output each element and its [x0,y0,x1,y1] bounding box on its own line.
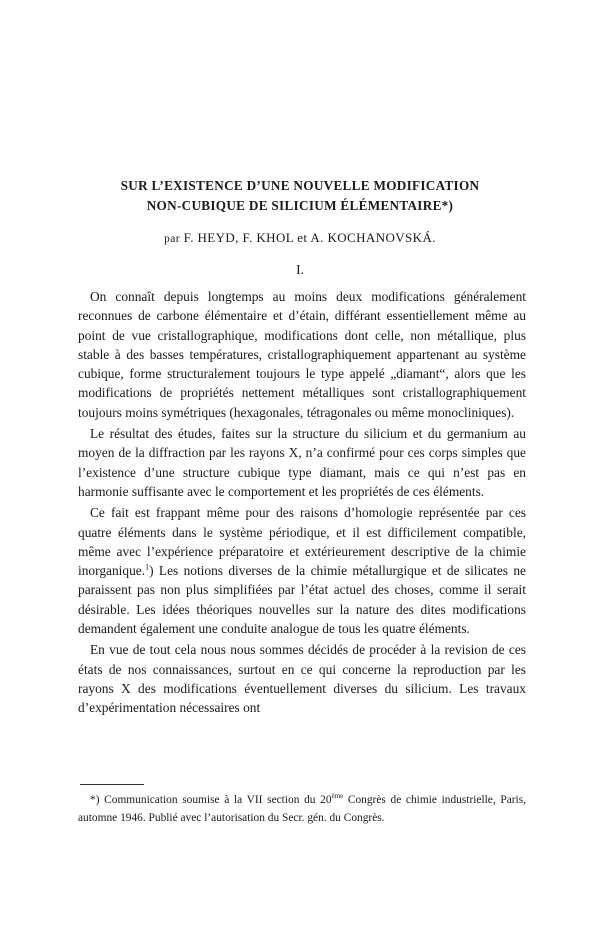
paragraph-1: On connaît depuis longtemps au moins deux modifications généralement reconnues de carbone élémentaire et d’étain, différant essentiellement même au point de vue cristallographique, modifications dont celle, non métallique, plus stable à des basses températures, cristallographiquement appartenant au système cubique, forme structuralement toujours le type appelé „diamant“, alors que les modifications de propriétés nettement métalliques sont cristallographiquement toujours moins symétriques (hexagonales, tétragonales ou même monocliniques). [78,289,526,420]
footnote: *) Communication soumise à la VII section du 20ème Congrès de chimie industrielle, Paris, automne 1946. Publié avec l’autorisation du Secr. gén. du Congrès. [78,792,526,824]
title-line-2: NON-CUBIQUE DE SILICIUM ÉLÉMENTAIRE*) [146,198,454,213]
paragraph-4: En vue de tout cela nous nous sommes décidés de procéder à la revision de ces états de nos connaissances, surtout en ce qui concerne la reproduction par les rayons X des modifications éventuellement diverses du silicium. Les travaux d’expérimentation nécessaires ont [78,642,526,716]
article-body [78,287,526,720]
footnote-reference: 1 [145,562,150,572]
authors-names: F. HEYD, F. KHOL et A. KOCHANOVSKÁ. [183,230,436,245]
authors-prefix: par [164,233,180,245]
title-line-1: SUR L’EXISTENCE D’UNE NOUVELLE MODIFICATION [120,178,480,193]
footnote-divider [80,784,144,785]
author-line [60,230,540,246]
paragraph-2: Le résultat des études, faites sur la structure du silicium et du germanium au moyen de la diffraction par les rayons X, n’a confirmé pour ces corps simples que l’existence d’une structure cubique type diamant, mais ce qui n’est pas en harmonie suffisante avec le comportement et les propriétés de ces éléments. [78,426,526,499]
footnote-superscript: ème [331,792,344,801]
paragraph-3: Ce fait est frappant même pour des raisons d’homologie représentée par ces quatre éléments dans le système périodique, et il est difficilement compatible, même avec l’expérience préparatoire et extérieurement descriptive de la chimie inorganique.$^1$) Les notions diverses de la chimie métallurgique et de silicates ne paraissent pas non plus simplifiées par l’état actuel des choses, comme il serait désirable. Les idées théoriques nouvelles sur la nature des dites modifications demandent également une conduite analogue de tous les quatre éléments. [78,505,526,637]
section-number: I. [296,262,304,277]
article-title [60,176,540,216]
